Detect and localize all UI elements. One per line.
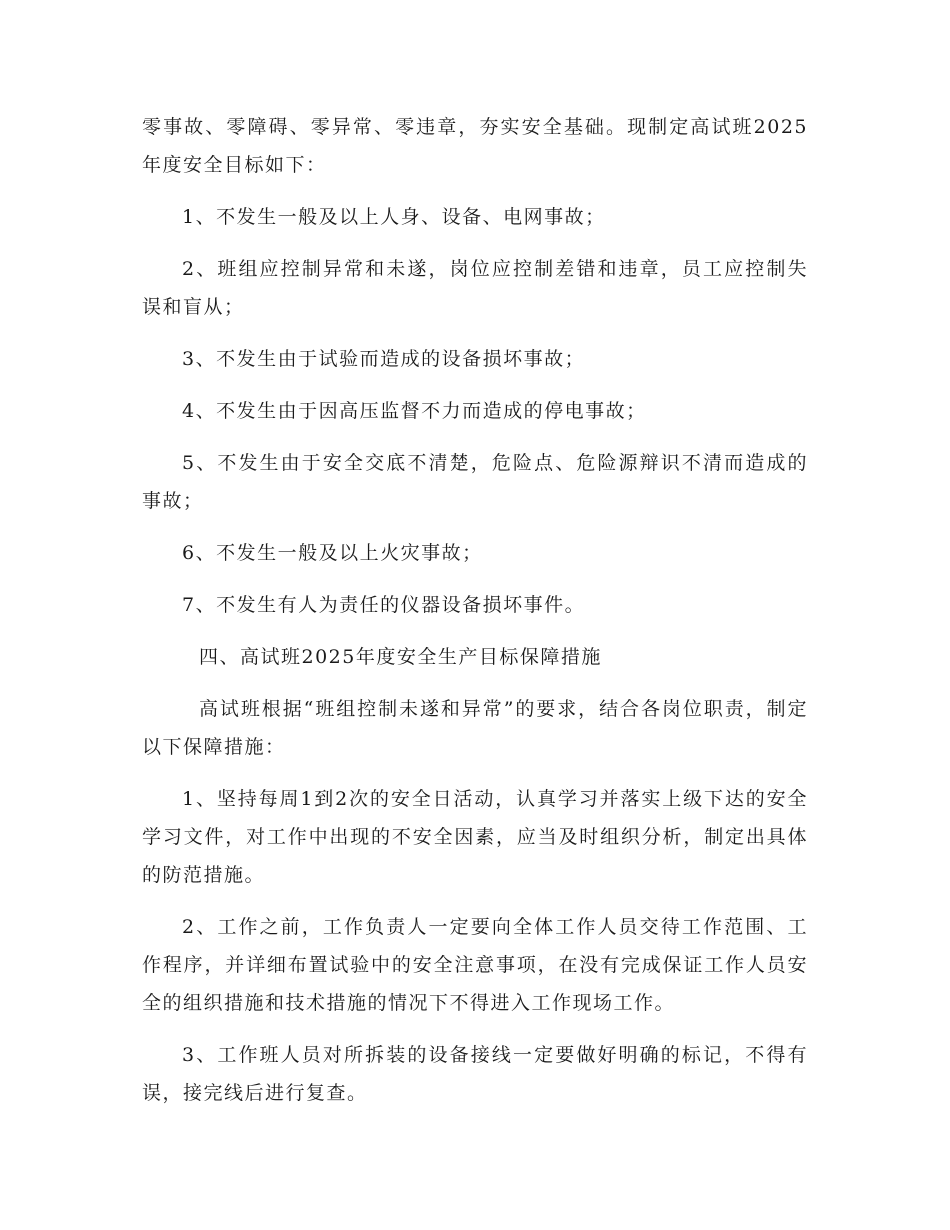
paragraph-safety-intro: 零事故、零障碍、零异常、零违章，夯实安全基础。现制定高试班2025年度安全目标如下：: [142, 116, 808, 176]
paragraph-goal-3: 3、不发生由于试验而造成的设备损坏事故；: [182, 348, 586, 370]
paragraph-measure-2: 2、工作之前，工作负责人一定要向全体工作人员交待工作范围、工作程序，并详细布置试验中的安全注意事项，在没有完成保证工作人员安全的组织措施和技术措施的情况下不得进入工作现场工作。: [142, 916, 808, 1014]
paragraph-measure-3: 3、工作班人员对所拆装的设备接线一定要做好明确的标记，不得有误，接完线后进行复查。: [142, 1044, 808, 1104]
paragraph-measure-1: 1、坚持每周1到2次的安全日活动，认真学习并落实上级下达的安全学习文件，对工作中出现的不安全因素，应当及时组织分析，制定出具体的防范措施。: [142, 788, 808, 886]
paragraph-goal-4: 4、不发生由于因高压监督不力而造成的停电事故；: [182, 400, 647, 422]
paragraph-goal-1: 1、不发生一般及以上人身、设备、电网事故；: [182, 206, 606, 228]
paragraph-goal-2: 2、班组应控制异常和未遂，岗位应控制差错和违章，员工应控制失误和盲从；: [142, 258, 808, 318]
document-body: [142, 108, 808, 1126]
paragraph-goal-5: 5、不发生由于安全交底不清楚，危险点、危险源辩识不清而造成的事故；: [142, 452, 808, 512]
paragraph-goal-6: 6、不发生一般及以上火灾事故；: [182, 542, 483, 564]
paragraph-goal-7: 7、不发生有人为责任的仪器设备损坏事件。: [182, 594, 586, 616]
section-heading-four: 四、高试班2025年度安全生产目标保障措施: [199, 646, 602, 668]
paragraph-measures-intro: 高试班根据“班组控制未遂和异常”的要求，结合各岗位职责，制定以下保障措施：: [142, 698, 808, 758]
